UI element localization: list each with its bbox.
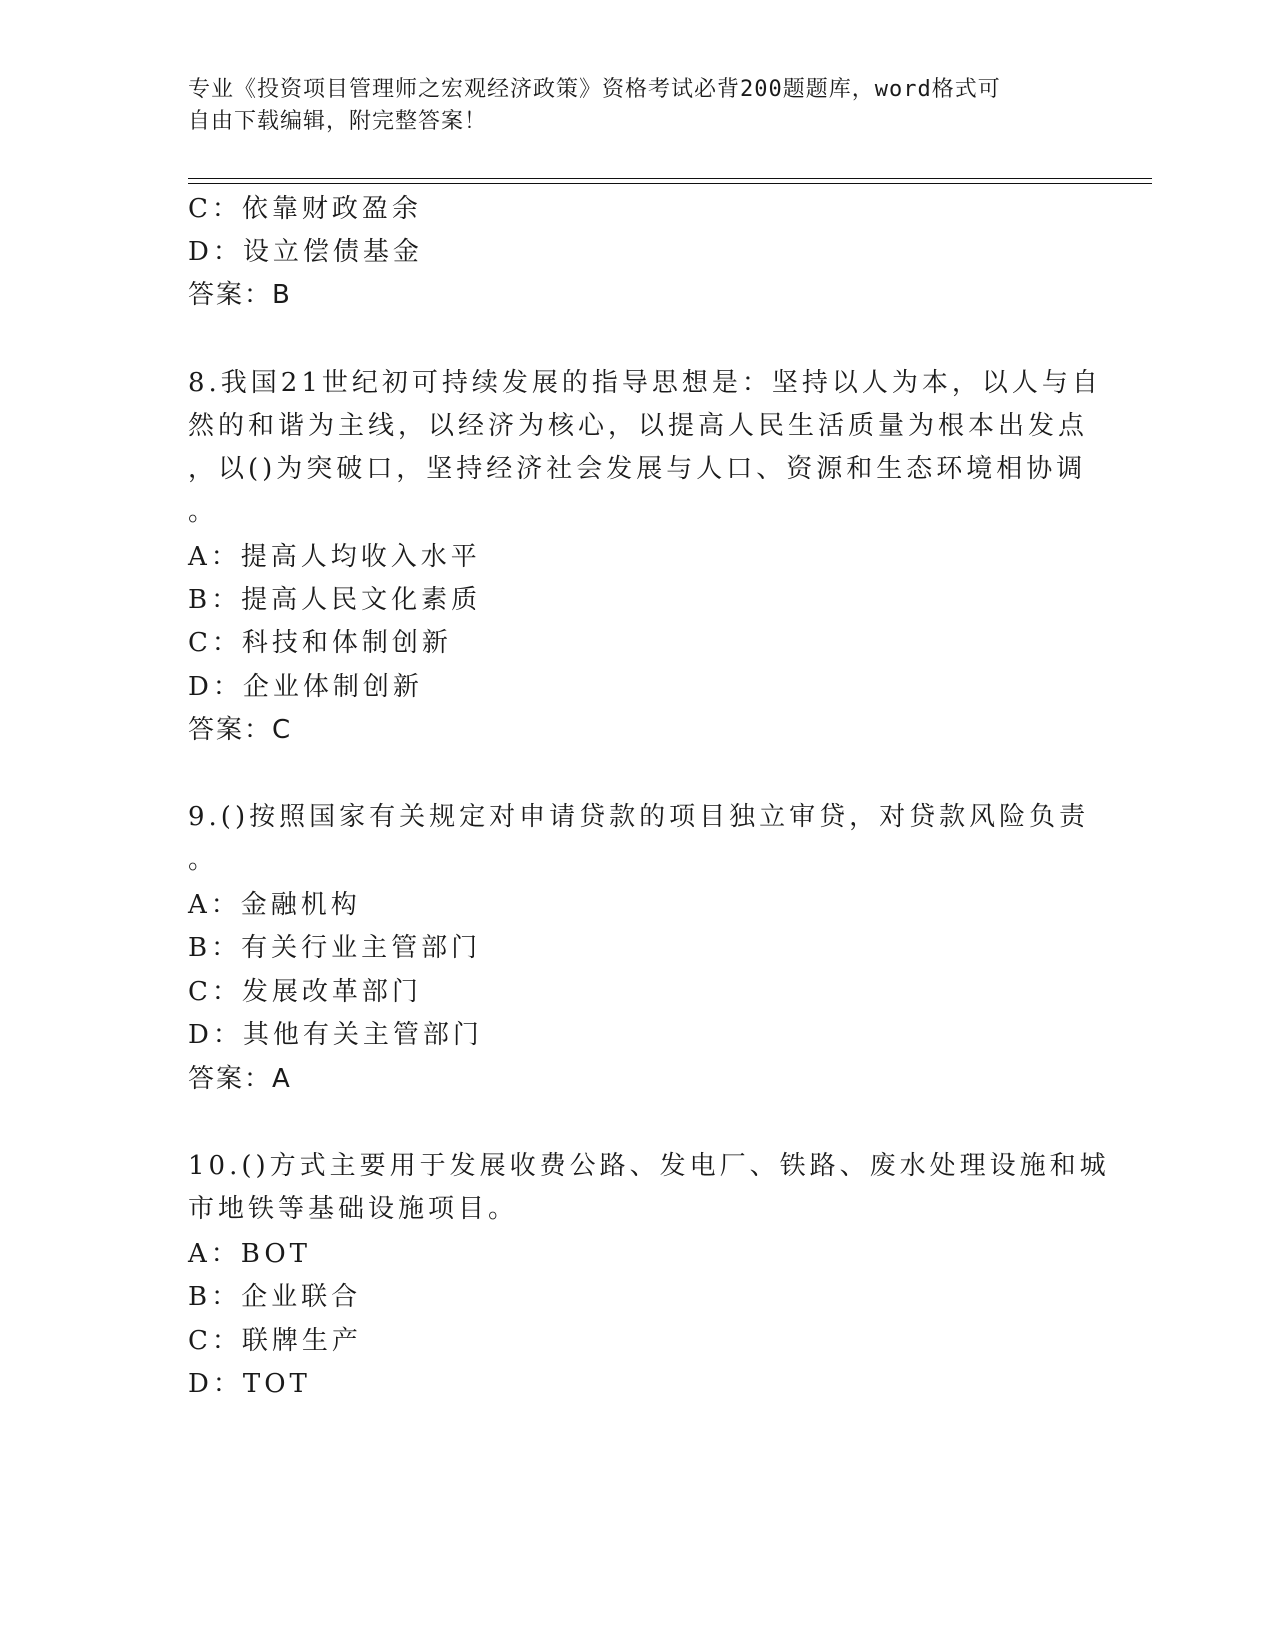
q9-stem-line-1: 9.()按照国家有关规定对申请贷款的项目独立审贷，对贷款风险负责	[188, 802, 1090, 832]
q9-option-d: D：其他有关主管部门	[188, 1020, 483, 1050]
q9-option-c: C：发展改革部门	[188, 977, 422, 1007]
q10-option-a: A：BOT	[188, 1239, 312, 1269]
q8-stem-line-1: 8.我国21世纪初可持续发展的指导思想是：坚持以人为本，以人与自	[188, 368, 1102, 398]
header-divider-bottom	[188, 183, 1152, 184]
q9-option-b: B：有关行业主管部门	[188, 933, 482, 963]
q10-option-d: D：TOT	[188, 1369, 311, 1399]
q7-option-d: D：设立偿债基金	[188, 237, 423, 267]
q9-option-a: A：金融机构	[188, 890, 361, 920]
q8-stem-line-4: 。	[188, 497, 219, 527]
q10-stem-line-2: 市地铁等基础设施项目。	[188, 1194, 519, 1224]
header-line-2: 自由下载编辑，附完整答案！	[188, 109, 488, 134]
q9-stem-line-2: 。	[188, 845, 219, 875]
q8-answer: 答案：C	[188, 715, 293, 745]
q8-stem-line-2: 然的和谐为主线，以经济为核心，以提高人民生活质量为根本出发点	[188, 411, 1089, 441]
q7-answer: 答案：B	[188, 280, 292, 310]
header-line-1: 专业《投资项目管理师之宏观经济政策》资格考试必背200题题库，word格式可	[188, 77, 1001, 102]
q8-option-d: D：企业体制创新	[188, 672, 423, 702]
q10-stem-line-1: 10.()方式主要用于发展收费公路、发电厂、铁路、废水处理设施和城	[188, 1151, 1110, 1181]
q7-option-c: C：依靠财政盈余	[188, 194, 422, 224]
q8-option-b: B：提高人民文化素质	[188, 585, 482, 615]
document-header	[188, 74, 1088, 138]
q8-option-c: C：科技和体制创新	[188, 628, 452, 658]
q9-answer: 答案：A	[188, 1064, 292, 1094]
q8-stem-line-3: ，以()为突破口，坚持经济社会发展与人口、资源和生态环境相协调	[188, 454, 1087, 484]
q10-option-b: B：企业联合	[188, 1282, 362, 1312]
q10-option-c: C：联牌生产	[188, 1326, 362, 1356]
q8-option-a: A：提高人均收入水平	[188, 542, 481, 572]
header-divider-top	[188, 178, 1152, 179]
